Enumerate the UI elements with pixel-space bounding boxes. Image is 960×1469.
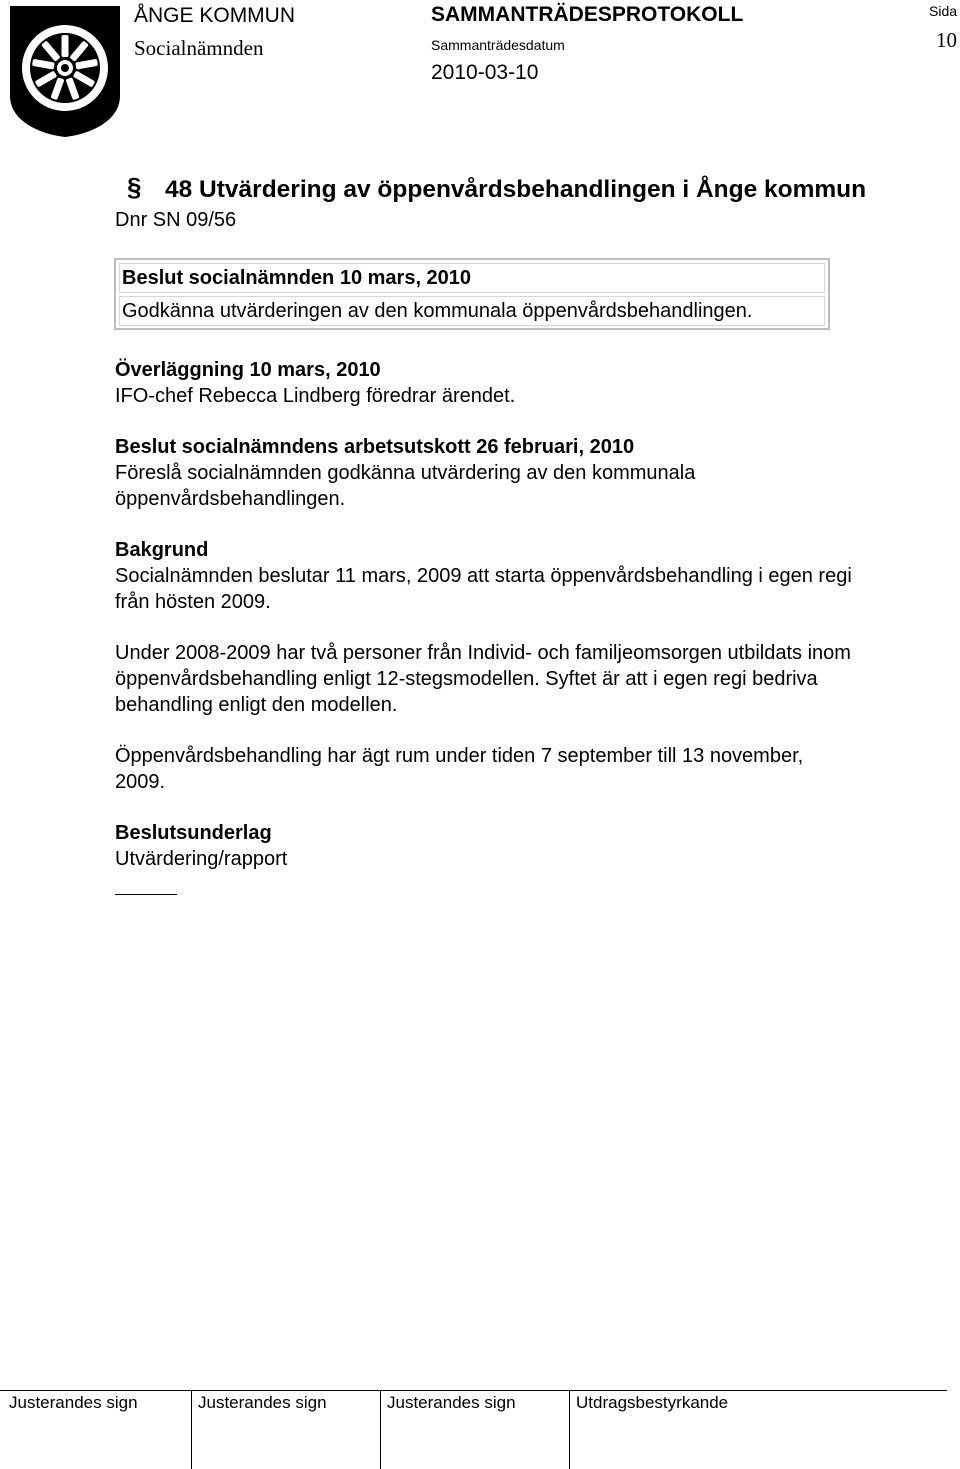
end-divider	[115, 894, 177, 895]
basis-text: Utvärdering/rapport	[115, 848, 288, 870]
decision-text: Godkänna utvärderingen av den kommunala öppenvårdsbehandlingen.	[122, 300, 753, 322]
background-paragraph-line: Under 2008-2009 har två personer från Individ- och familjeomsorgen utbildats inom	[115, 642, 851, 664]
basis-heading: Beslutsunderlag	[115, 822, 272, 844]
department-name: Socialnämnden	[134, 36, 264, 60]
background-heading: Bakgrund	[115, 539, 209, 561]
footer-divider	[0, 1390, 947, 1391]
background-paragraph-line: 2009.	[115, 771, 166, 793]
deliberation-text: IFO-chef Rebecca Lindberg föredrar ärendet.	[115, 385, 516, 407]
footer-signature-label: Justerandes sign	[387, 1393, 516, 1412]
coat-of-arms-icon	[8, 4, 122, 138]
page-number: 10	[936, 28, 957, 52]
decision-heading: Beslut socialnämnden 10 mars, 2010	[122, 267, 472, 289]
background-paragraph-line: Öppenvårdsbehandling har ägt rum under tiden 7 september till 13 november,	[115, 745, 804, 767]
page-label: Sida	[929, 3, 958, 19]
paragraph-symbol: §	[127, 172, 142, 202]
committee-decision-heading: Beslut socialnämndens arbetsutskott 26 februari, 2010	[115, 436, 635, 458]
footer-signature-label: Justerandes sign	[9, 1393, 138, 1412]
meeting-date-label: Sammanträdesdatum	[431, 37, 565, 53]
case-number: Dnr SN 09/56	[115, 209, 237, 231]
footer-column-separator	[569, 1390, 570, 1469]
committee-decision-line: Föreslå socialnämnden godkänna utvärdering av den kommunala	[115, 462, 696, 484]
footer-certification-label: Utdragsbestyrkande	[576, 1393, 729, 1412]
background-paragraph-line: behandling enligt den modellen.	[115, 694, 398, 716]
section-title: 48 Utvärdering av öppenvårdsbehandlingen i Ånge kommun	[165, 176, 867, 203]
footer-column-separator	[380, 1390, 381, 1469]
document-title: SAMMANTRÄDESPROTOKOLL	[431, 3, 744, 26]
meeting-date: 2010-03-10	[431, 61, 539, 84]
background-paragraph-line: från hösten 2009.	[115, 591, 271, 613]
deliberation-heading: Överläggning 10 mars, 2010	[115, 359, 381, 381]
footer-signature-label: Justerandes sign	[198, 1393, 327, 1412]
footer-column-separator	[191, 1390, 192, 1469]
background-paragraph-line: Socialnämnden beslutar 11 mars, 2009 att starta öppenvårdsbehandling i egen regi	[115, 565, 852, 587]
committee-decision-line: öppenvårdsbehandlingen.	[115, 488, 346, 510]
organization-name: ÅNGE KOMMUN	[134, 4, 296, 27]
background-paragraph-line: öppenvårdsbehandling enligt 12-stegsmodellen. Syftet är att i egen regi bedriva	[115, 668, 818, 690]
